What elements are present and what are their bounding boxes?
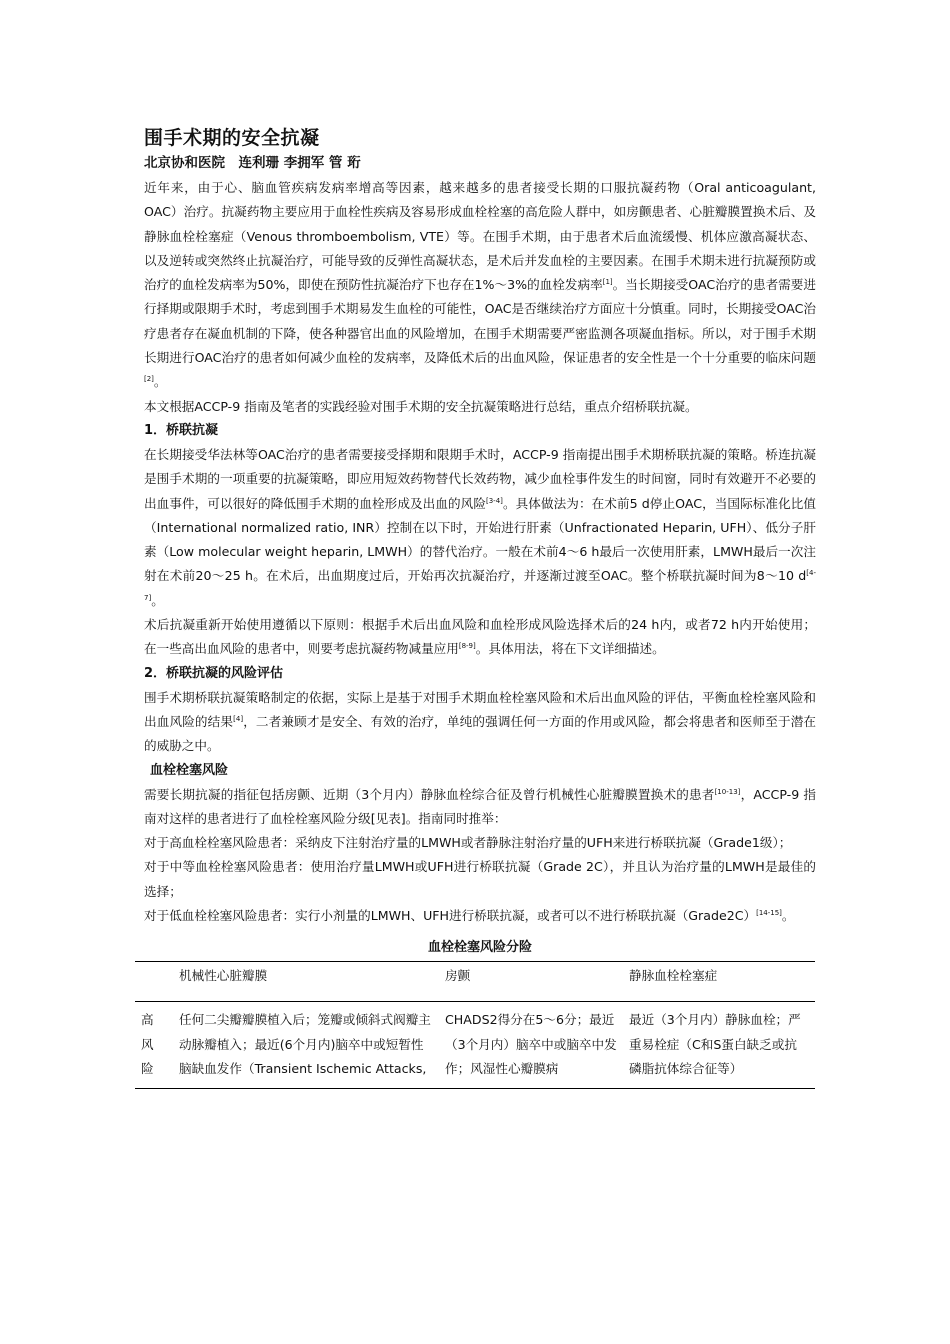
risk-label-char: 高 <box>141 1012 154 1028</box>
section1-text-a: 在长期接受华法林等OAC治疗的患者需要接受择期和限期手术时，ACCP-9 指南提出围手术期桥联抗凝的策略。桥连抗凝是围手术期的一项重要的抗凝策略，即应用短效药物替代长效药物，减少血栓事件发生的时间窗，同时有效避开不必要的出血事件，可以很好的降低围手术期的血栓形成及出血的风险 <box>144 446 816 511</box>
risk-label-char: 险 <box>141 1061 154 1077</box>
citation-ref: [1] <box>602 278 613 286</box>
section1-text-b: 。具体做法为：在术前5 d停止OAC，当国际标准化比值（International normalized ratio, INR）控制在以下时，开始进行肝素（Unfractionated Heparin, UFH）、低分子肝素（Low molecular weight heparin, LMWH）的替代治疗。一般在术前4～6 h最后一次使用肝素，LMWH最后一次注射在术前20～25 h。在术后，出血期度过后，开始再次抗凝治疗，并逐渐过渡至OAC。整个桥联抗凝时间为8～10 d <box>144 495 817 584</box>
table-row <box>135 1002 815 1089</box>
intro-text-c: 。 <box>153 374 167 390</box>
table-header-cell: 房颤 <box>439 962 623 1002</box>
author-line: 北京协和医院 连利珊 李拥军 管 珩 <box>144 155 361 171</box>
citation-ref: [4-7] <box>144 569 816 602</box>
intro-text-b: 。当长期接受OAC治疗的患者需要进行择期或限期手术时，考虑到围手术期易发生血栓的可能性，OAC是否继续治疗方面应十分慎重。同时，长期接受OAC治疗患者存在凝血机制的下降，使各种器官出血的风险增加，在围手术期需要严密监测各项凝血指标。所以，对于围手术期长期进行OAC治疗的患者如何减少血栓的发病率，及降低术后的出血风险，保证患者的安全性是一个十分重要的临床问题 <box>144 277 816 366</box>
table-header-cell: 静脉血栓栓塞症 <box>623 962 815 1002</box>
citation-ref: [3-4] <box>486 496 503 505</box>
recommendation-high: 对于高血栓栓塞风险患者：采纳皮下注射治疗量的LMWH或者静脉注射治疗量的UFH来进行桥联抗凝（Grade1级）； <box>144 835 792 851</box>
section-heading-1: 1．桥联抗凝 <box>144 422 219 438</box>
section-heading-2: 2．桥联抗凝的风险评估 <box>144 665 284 681</box>
section2-text-a: 围手术期桥联抗凝策略制定的依据，实际上是基于对围手术期血栓栓塞风险和术后出血风险的评估，平衡血栓栓塞风险和出血风险的结果 <box>144 689 816 729</box>
section2-text-b: ，二者兼顾才是安全、有效的治疗，单纯的强调任何一方面的作用或风险，都会将患者和医师至于潜在的威胁之中。 <box>144 713 817 754</box>
table-header-cell <box>135 962 173 1002</box>
risk-label-char: 风 <box>141 1036 154 1052</box>
section2-paragraph-1 <box>144 686 816 759</box>
section1-p2-text-a: 术后抗凝重新开始使用遵循以下原则：根据手术后出血风险和血栓形成风险选择术后的24 h内，或者72 h内开始使用；在一些高出血风险的患者中，则要考虑抗凝药物减量应用 <box>144 617 816 657</box>
section2-p2-text-b: ，ACCP-9 指南对这样的患者进行了血栓栓塞风险分级[见表]。指南同时推举： <box>144 786 816 826</box>
section1-text-c: 。 <box>151 592 164 608</box>
section2-paragraph-2 <box>144 783 816 832</box>
intro-text-a: 近年来，由于心、脑血管疾病发病率增高等因素，越来越多的患者接受长期的口服抗凝药物（Oral anticoagulant, OAC）治疗。抗凝药物主要应用于血栓性疾病及容易形成血栓栓塞的高危险人群中，如房颤患者、心脏瓣膜置换术后、及静脉血栓栓塞症（Venous thromboembolism, VTE）等。在围手术期，由于患者术后血流缓慢、机体应激高凝状态、以及逆转或突然终止抗凝治疗，可能导致的反弹性高凝状态，是术后并发血栓的主要因素。在围手术期未进行抗凝预防或治疗的血栓发病率为50%，即使在预防性抗凝治疗下也存在1%～3%的血栓发病率 <box>144 180 816 293</box>
recommendation-low-text-a: 对于低血栓栓塞风险患者：实行小剂量的LMWH、UFH进行桥联抗凝，或者可以不进行桥联抗凝（Grade2C） <box>144 908 757 924</box>
risk-level-label <box>135 1002 173 1089</box>
recommendation-low <box>144 904 816 928</box>
citation-ref: [4] <box>233 714 244 723</box>
article-title: 围手术期的安全抗凝 <box>144 127 320 149</box>
risk-table <box>135 961 815 1089</box>
section2-p2-text-a: 需要长期抗凝的指征包括房颤、近期（3个月内）静脉血栓综合征及曾行机械性心脏瓣膜置换术的患者 <box>144 786 715 802</box>
intro-paragraph-2: 本文根据ACCP-9 指南及笔者的实践经验对围手术期的安全抗凝策略进行总结，重点介绍桥联抗凝。 <box>144 398 698 414</box>
subsection-heading: 血栓栓塞风险 <box>150 762 229 778</box>
citation-ref: [14-15] <box>756 908 782 917</box>
section1-p2-text-b: 。具体用法，将在下文详细描述。 <box>475 641 665 657</box>
citation-ref: [2] <box>144 375 154 384</box>
table-cell: 任何二尖瓣瓣膜植入后；笼瓣或倾斜式阀瓣主动脉瓣植入；最近(6个月内)脑卒中或短暂性脑缺血发作（Transient Ischemic Attacks, <box>173 1002 439 1089</box>
section1-paragraph-2 <box>144 613 816 662</box>
intro-paragraph-1 <box>144 176 816 395</box>
section1-paragraph-1 <box>144 443 816 613</box>
table-header-cell: 机械性心脏瓣膜 <box>173 962 439 1002</box>
document-page <box>141 124 817 1089</box>
recommendation-low-text-b: 。 <box>781 908 795 924</box>
table-caption: 血栓栓塞风险分险 <box>427 940 532 956</box>
citation-ref: [10-13] <box>714 787 741 796</box>
table-cell: CHADS2得分在5～6分；最近（3个月内）脑卒中或脑卒中发作；风湿性心瓣膜病 <box>439 1002 623 1089</box>
recommendation-mid: 对于中等血栓栓塞风险患者：使用治疗量LMWH或UFH进行桥联抗凝（Grade 2C），并且认为治疗量的LMWH是最佳的选择； <box>144 859 816 899</box>
table-header-row <box>135 962 815 1002</box>
table-cell: 最近（3个月内）静脉血栓；严重易栓症（C和S蛋白缺乏或抗磷脂抗体综合征等） <box>623 1002 815 1089</box>
citation-ref: [8-9] <box>458 642 476 651</box>
